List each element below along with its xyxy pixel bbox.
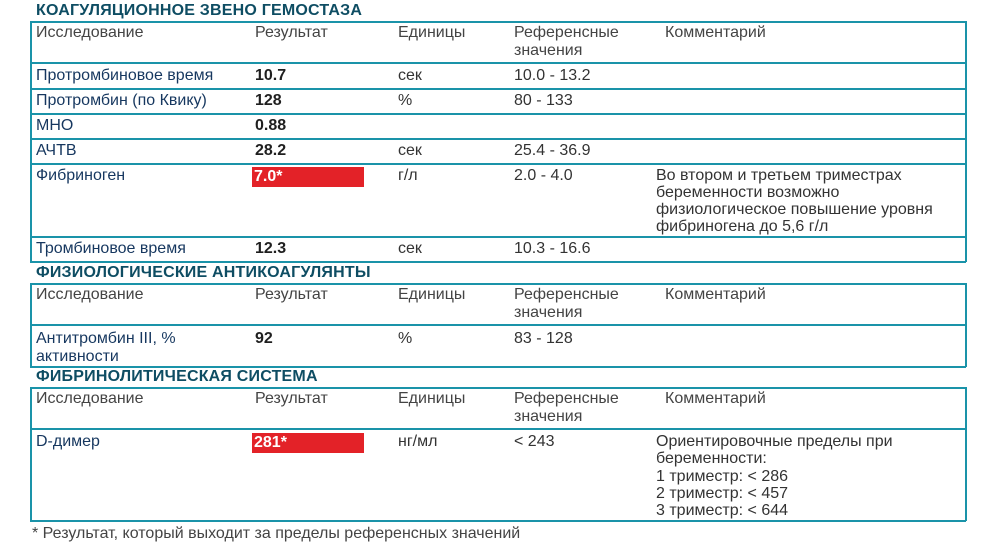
reference-range: 80 - 133 bbox=[514, 92, 573, 109]
divider bbox=[30, 88, 966, 90]
units: нг/мл bbox=[398, 433, 438, 450]
comment: Во втором и третьем триместрах беременности возможно физиологическое повышение уровня фибриногена до 5,6 г/л bbox=[656, 167, 933, 235]
test-name: АЧТВ bbox=[36, 142, 77, 159]
divider bbox=[30, 387, 966, 389]
units: г/л bbox=[398, 167, 418, 184]
test-name: МНО bbox=[36, 117, 74, 134]
header-result: Результат bbox=[255, 24, 328, 41]
divider bbox=[30, 283, 966, 285]
header-units: Единицы bbox=[398, 286, 466, 303]
footnote: * Результат, который выходит за пределы референсных значений bbox=[32, 525, 521, 542]
section-title: ФИБРИНОЛИТИЧЕСКАЯ СИСТЕМА bbox=[36, 368, 318, 385]
result-value: 28.2 bbox=[255, 142, 287, 159]
header-ref: Референсные значения bbox=[514, 286, 619, 321]
test-name: Протромбиновое время bbox=[36, 67, 214, 84]
test-name: Протромбин (по Квику) bbox=[36, 92, 207, 109]
units: % bbox=[398, 92, 413, 109]
test-name: D-димер bbox=[36, 433, 100, 450]
header-result: Результат bbox=[255, 390, 328, 407]
comment-line: 2 триместр: < 457 bbox=[656, 485, 789, 502]
divider bbox=[30, 163, 966, 165]
header-test: Исследование bbox=[36, 286, 144, 303]
header-comment: Комментарий bbox=[665, 390, 766, 407]
units: % bbox=[398, 330, 413, 347]
header-ref: Референсные значения bbox=[514, 24, 619, 59]
test-name: Тромбиновое время bbox=[36, 240, 186, 257]
reference-range: 10.0 - 13.2 bbox=[514, 67, 591, 84]
reference-range: 25.4 - 36.9 bbox=[514, 142, 591, 159]
header-units: Единицы bbox=[398, 390, 466, 407]
table-border bbox=[30, 21, 32, 262]
table-border bbox=[30, 387, 32, 521]
header-comment: Комментарий bbox=[665, 24, 766, 41]
divider bbox=[30, 324, 966, 326]
units: сек bbox=[398, 67, 422, 84]
comment-line: 3 триместр: < 644 bbox=[656, 502, 789, 519]
reference-range: 83 - 128 bbox=[514, 330, 573, 347]
result-value: 0.88 bbox=[255, 117, 287, 134]
header-units: Единицы bbox=[398, 24, 466, 41]
header-test: Исследование bbox=[36, 390, 144, 407]
section-title: КОАГУЛЯЦИОННОЕ ЗВЕНО ГЕМОСТАЗА bbox=[36, 2, 363, 19]
divider bbox=[30, 21, 966, 23]
divider bbox=[30, 261, 966, 263]
test-name: Фибриноген bbox=[36, 167, 126, 184]
header-ref: Референсные значения bbox=[514, 390, 619, 425]
reference-range: 2.0 - 4.0 bbox=[514, 167, 573, 184]
divider bbox=[30, 62, 966, 64]
units: сек bbox=[398, 142, 422, 159]
test-name: Антитромбин III, % активности bbox=[36, 330, 176, 365]
table-border bbox=[965, 21, 967, 262]
result-value: 128 bbox=[255, 92, 282, 109]
result-value-flagged: 281* bbox=[252, 433, 364, 453]
divider bbox=[30, 520, 966, 522]
divider bbox=[30, 236, 966, 238]
header-comment: Комментарий bbox=[665, 286, 766, 303]
reference-range: 10.3 - 16.6 bbox=[514, 240, 591, 257]
result-value: 10.7 bbox=[255, 67, 287, 84]
table-border bbox=[965, 387, 967, 521]
units: сек bbox=[398, 240, 422, 257]
divider bbox=[30, 428, 966, 430]
reference-range: < 243 bbox=[514, 433, 555, 450]
result-value: 92 bbox=[255, 330, 273, 347]
result-value-flagged: 7.0* bbox=[252, 167, 364, 187]
result-value: 12.3 bbox=[255, 240, 287, 257]
comment: Ориентировочные пределы при беременности: bbox=[656, 433, 893, 467]
divider bbox=[30, 113, 966, 115]
comment-line: 1 триместр: < 286 bbox=[656, 468, 789, 485]
header-result: Результат bbox=[255, 286, 328, 303]
header-test: Исследование bbox=[36, 24, 144, 41]
divider bbox=[30, 138, 966, 140]
section-title: ФИЗИОЛОГИЧЕСКИЕ АНТИКОАГУЛЯНТЫ bbox=[36, 264, 371, 281]
